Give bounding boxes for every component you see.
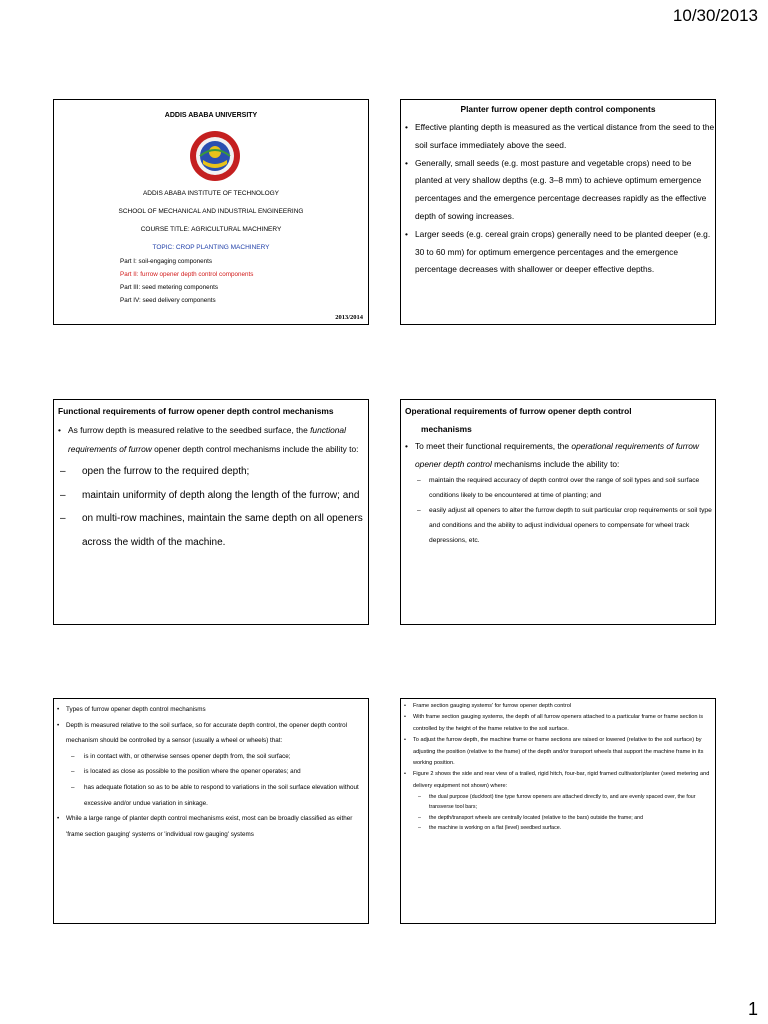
dash-item: – the depth/transport wheels are centrally located (relative to the bars) outside the frame; and xyxy=(401,813,715,823)
slide-depth-control-components xyxy=(400,99,716,325)
dash-item: – maintain uniformity of depth along the length of the furrow; and xyxy=(54,484,368,508)
bullet-item: • Depth is measured relative to the soil surface, so for accurate depth control, the opener depth control mechanism should be controlled by a sensor (usually a wheel or wheels) that: xyxy=(54,718,368,749)
bullet-list xyxy=(54,421,368,459)
dash-item: – is in contact with, or otherwise senses opener depth from, the soil surface; xyxy=(54,749,368,765)
slide-title: Planter furrow opener depth control components xyxy=(460,104,656,114)
bullet-list xyxy=(401,438,715,473)
dash-list xyxy=(54,460,368,554)
slide-operational-requirements xyxy=(400,399,716,625)
course-title: COURSE TITLE: AGRICULTURAL MACHINERY xyxy=(140,226,282,233)
dash-item: – has adequate flotation so as to be able to respond to variations in the soil surface elevation without excessive and/or undue variation in sinkage. xyxy=(54,780,368,811)
dash-item: – the dual purpose (duckfoot) tine type furrow openers are attached directly to, and are evenly spaced over, the four transverse tool bars; xyxy=(401,792,715,812)
lead-text-end: mechanisms include the ability to: xyxy=(491,458,620,469)
part-item: Part IV: seed delivery components xyxy=(120,297,216,304)
bullet-list xyxy=(54,702,368,749)
dash-item: – the machine is working on a flat (level) seedbed surface. xyxy=(401,823,715,833)
bullet-item xyxy=(54,421,368,459)
bullet-item: • Generally, small seeds (e.g. most pasture and vegetable crops) need to be planted at very shallow depths (e.g. 3–8 mm) to achieve optimum emergence percentages and the emergence percentage decreases rapidly as the effective depth of sowing increases. xyxy=(401,155,715,226)
bullet-list xyxy=(401,119,715,279)
bullet-list xyxy=(54,811,368,842)
lead-text-end: opener depth control mechanisms include the ability to: xyxy=(151,444,359,454)
page-number: 1 xyxy=(747,999,758,1019)
topic-title: TOPIC: CROP PLANTING MACHINERY xyxy=(152,244,270,251)
dash-item: – on multi-row machines, maintain the same depth on all openers across the width of the machine. xyxy=(54,507,368,554)
lead-italic: functional requirements of furrow xyxy=(68,425,346,454)
university-seal-logo xyxy=(189,130,241,182)
part-item: Part I: soil-engaging components xyxy=(120,258,213,265)
academic-year: 2013/2014 xyxy=(335,314,363,321)
school-name: SCHOOL OF MECHANICAL AND INDUSTRIAL ENGINEERING xyxy=(118,208,304,215)
lead-italic: operational requirements of furrow opener depth control xyxy=(415,441,699,469)
slide-title: Functional requirements of furrow opener depth control mechanisms xyxy=(58,406,334,416)
slide-title xyxy=(401,400,715,438)
bullet-item: • With frame section gauging systems, the depth of all furrow openers attached to a particular frame or frame section is controlled by the height of the frame relative to the soil surface. xyxy=(401,712,715,735)
bullet-item: • Types of furrow opener depth control mechanisms xyxy=(54,702,368,718)
part-item-current: Part II: furrow opener depth control components xyxy=(120,271,254,278)
part-item: Part III: seed metering components xyxy=(120,284,219,291)
dash-item: – is located as close as possible to the position where the opener operates; and xyxy=(54,764,368,780)
bullet-item xyxy=(401,438,715,473)
parts-list xyxy=(120,255,253,307)
bullet-item: • While a large range of planter depth control mechanisms exist, most can be broadly classified as either 'frame section gauging' systems or 'individual row gauging' systems xyxy=(54,811,368,842)
institute-name: ADDIS ABABA INSTITUTE OF TECHNOLOGY xyxy=(142,190,280,197)
lead-text: As furrow depth is measured relative to the seedbed surface, the xyxy=(68,425,311,435)
header-date: 10/30/2013 xyxy=(672,6,758,25)
bullet-list xyxy=(401,701,715,792)
dash-item: – maintain the required accuracy of depth control over the range of soil types and soil surface conditions likely to be encountered at time of planting; and xyxy=(401,473,715,503)
slide-frame-section-gauging xyxy=(400,698,716,924)
bullet-item: • Figure 2 shows the side and rear view of a trailed, rigid hitch, four-bar, rigid framed cultivator/planter (seed metering and delivery equipment not shown) where: xyxy=(401,769,715,792)
bullet-item: • Effective planting depth is measured as the vertical distance from the seed to the soil surface immediately above the seed. xyxy=(401,119,715,155)
dash-list xyxy=(401,792,715,833)
university-name: ADDIS ABABA UNIVERSITY xyxy=(164,112,258,119)
title-line: Operational requirements of furrow opener depth control xyxy=(405,406,632,416)
title-line: mechanisms xyxy=(421,424,472,434)
dash-item: – open the furrow to the required depth; xyxy=(54,460,368,484)
slide-functional-requirements xyxy=(53,399,369,625)
bullet-item: • To adjust the furrow depth, the machine frame or frame sections are raised or lowered (relative to the soil surface) by adjusting the position (relative to the frame) of the depth and/or transport wheels that support the machine frame in its working position. xyxy=(401,735,715,769)
dash-item: – easily adjust all openers to alter the furrow depth to suit particular crop requirements or soil type and conditions and the ability to adjust individual openers to compensate for wheel track depressions, etc. xyxy=(401,503,715,548)
slide-title xyxy=(53,99,369,325)
dash-list xyxy=(401,473,715,548)
bullet-item: • Larger seeds (e.g. cereal grain crops) generally need to be planted deeper (e.g. 30 to 60 mm) for optimum emergence percentages and the emergence percentage decreases with shallower or deeper effective depths. xyxy=(401,226,715,279)
bullet-item: • Frame section gauging systems' for furrow opener depth control xyxy=(401,701,715,712)
lead-text: To meet their functional requirements, the xyxy=(415,441,572,451)
slide-types-of-mechanisms xyxy=(53,698,369,924)
dash-list xyxy=(54,749,368,811)
